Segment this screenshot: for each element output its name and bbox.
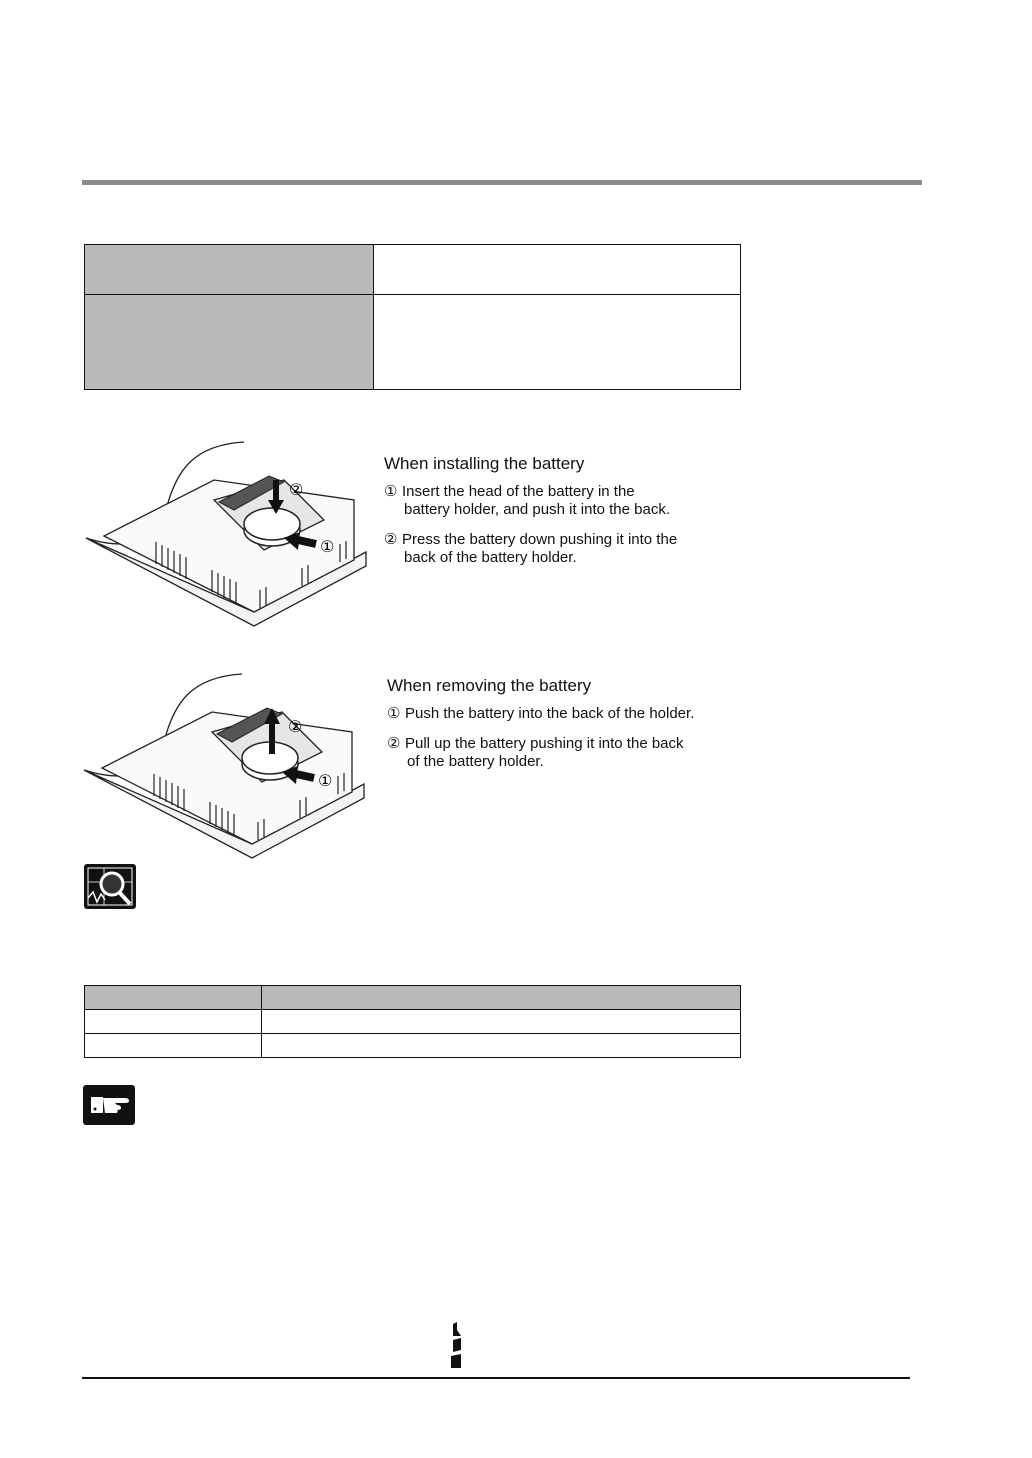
remove-instructions (387, 677, 727, 783)
spec-label-cell (85, 245, 374, 295)
callout-2: ② (289, 480, 304, 499)
footer-rule (82, 1377, 910, 1379)
pointing-hand-note-icon (83, 1085, 135, 1125)
install-step-1 (384, 483, 724, 519)
spec-value-cell (374, 295, 741, 390)
status-table (84, 985, 741, 1058)
spec-table (84, 244, 741, 390)
step-text: Push the battery into the back of the holder. (405, 705, 695, 722)
callout-1: ① (318, 771, 333, 790)
step-text: battery holder, and push it into the back. (404, 501, 671, 518)
callout-2: ② (288, 717, 303, 736)
table-cell (85, 1034, 262, 1058)
remove-heading: When removing the battery (387, 676, 592, 695)
table-row (85, 1034, 741, 1058)
step-text: Insert the head of the battery in the (402, 483, 635, 500)
install-battery-illustration (84, 440, 374, 636)
step-number: ② (384, 531, 398, 548)
callout-1: ① (320, 537, 335, 556)
step-text: Press the battery down pushing it into the (402, 531, 678, 548)
step-text: Pull up the battery pushing it into the back (405, 735, 684, 752)
remove-battery-illustration (82, 672, 372, 868)
magnifier-reference-icon (84, 864, 136, 909)
step-text: of the battery holder. (407, 753, 544, 770)
step-number: ① (387, 705, 401, 722)
page-marker-icon (449, 1322, 463, 1370)
table-row (85, 295, 741, 390)
install-heading: When installing the battery (384, 454, 585, 473)
step-number: ① (384, 483, 398, 500)
table-cell (262, 1034, 741, 1058)
install-step-2 (384, 531, 724, 567)
spec-value-cell (374, 245, 741, 295)
spec-label-cell (85, 295, 374, 390)
step-text: back of the battery holder. (404, 549, 577, 566)
column-header (85, 986, 262, 1010)
remove-step-2 (387, 735, 727, 771)
table-cell (262, 1010, 741, 1034)
table-row (85, 245, 741, 295)
install-instructions (384, 455, 724, 579)
remove-step-1 (387, 705, 727, 723)
column-header (262, 986, 741, 1010)
step-number: ② (387, 735, 401, 752)
table-cell (85, 1010, 262, 1034)
header-rule (82, 180, 922, 185)
table-row (85, 1010, 741, 1034)
table-header-row (85, 986, 741, 1010)
